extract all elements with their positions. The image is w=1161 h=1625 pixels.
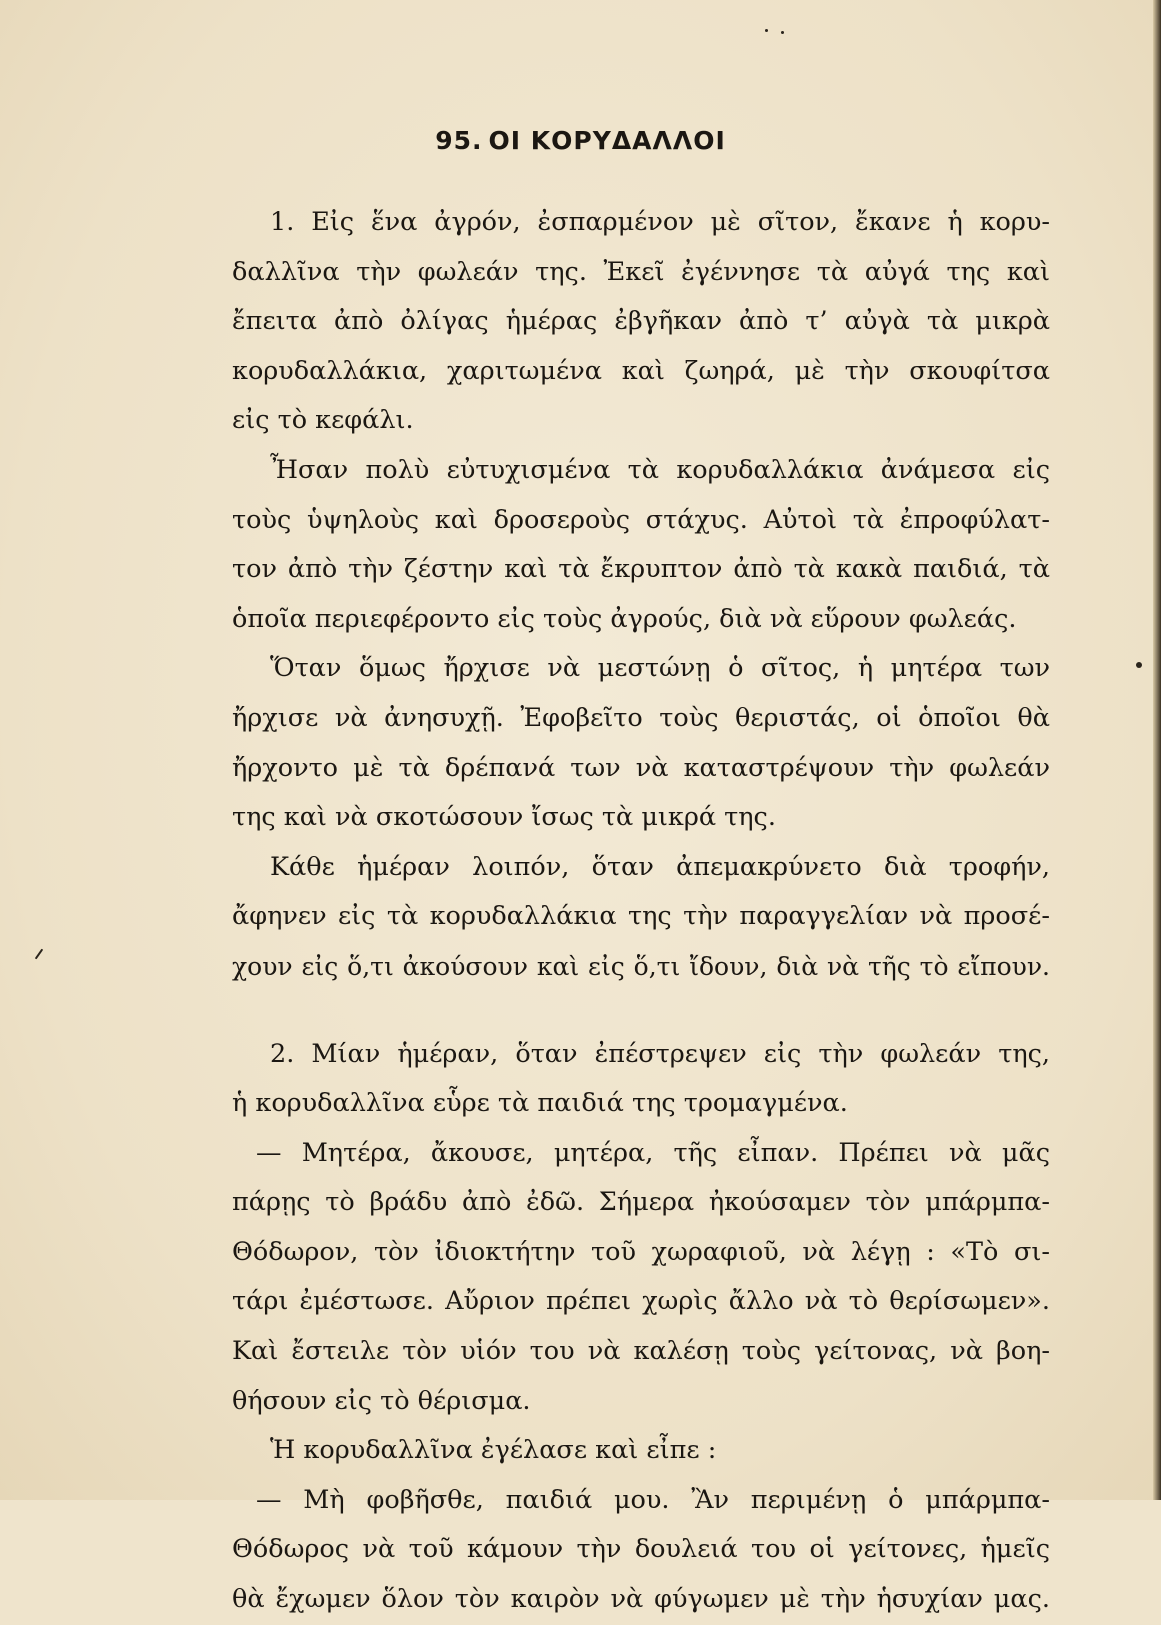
ink-speck bbox=[35, 949, 44, 960]
text-line: θὰ ἔχωμεν ὅλον τὸν καιρὸν νὰ φύγωμεν μὲ τὴν ἡσυχίαν μας. bbox=[232, 1584, 1050, 1615]
text-line: Ὅταν ὅμως ἤρχισε νὰ μεστώνῃ ὁ σῖτος, ἡ μητέρα των bbox=[270, 653, 1050, 684]
page-edge-shadow bbox=[1153, 0, 1161, 1500]
text-line: δαλλῖνα τὴν φωλεάν της. Ἐκεῖ ἐγέννησε τὰ αὐγά της καὶ bbox=[232, 256, 1050, 287]
text-line: θήσουν εἰς τὸ θέρισμα. bbox=[232, 1385, 531, 1416]
text-line: τάρι ἐμέστωσε. Αὔριον πρέπει χωρὶς ἄλλο νὰ τὸ θερίσωμεν». bbox=[232, 1286, 1050, 1317]
text-line: ὁποῖα περιεφέροντο εἰς τοὺς ἀγρούς, διὰ νὰ εὕρουν φωλεάς. bbox=[232, 603, 1017, 634]
chapter-number: 95. bbox=[435, 126, 483, 155]
text-line: εἰς τὸ κεφάλι. bbox=[232, 405, 414, 436]
text-line: της καὶ νὰ σκοτώσουν ἴσως τὰ μικρά της. bbox=[232, 802, 776, 833]
text-line: 2. Μίαν ἡμέραν, ὅταν ἐπέστρεψεν εἰς τὴν φωλεάν της, bbox=[270, 1038, 1050, 1069]
body-text bbox=[232, 198, 1050, 1625]
chapter-title-text: ΟΙ ΚΟΡΥΔΑΛΛΟΙ bbox=[488, 126, 726, 155]
text-line: — Μὴ φοβῆσθε, παιδιά μου. Ἂν περιμένῃ ὁ μπάρμπα- bbox=[256, 1484, 1050, 1515]
text-line: ἤρχοντο μὲ τὰ δρέπανά των νὰ καταστρέψουν τὴν φωλεάν bbox=[232, 752, 1050, 783]
text-line: χουν εἰς ὅ,τι ἀκούσουν καὶ εἰς ὅ,τι ἴδουν, διὰ νὰ τῆς τὸ εἴπουν. bbox=[232, 951, 1050, 981]
text-line: Καὶ ἔστειλε τὸν υἱόν του νὰ καλέσῃ τοὺς γείτονας, νὰ βοη- bbox=[232, 1336, 1050, 1367]
text-line: πάρῃς τὸ βράδυ ἀπὸ ἐδῶ. Σήμερα ἠκούσαμεν τὸν μπάρμπα- bbox=[232, 1187, 1050, 1218]
chapter-title bbox=[0, 126, 1161, 155]
text-line: ἤρχισε νὰ ἀνησυχῇ. Ἐφοβεῖτο τοὺς θεριστάς, οἱ ὁποῖοι θὰ bbox=[232, 702, 1050, 733]
text-line: Κάθε ἡμέραν λοιπόν, ὅταν ἀπεμακρύνετο διὰ τροφήν, bbox=[270, 851, 1050, 882]
text-line: τον ἀπὸ τὴν ζέστην καὶ τὰ ἔκρυπτον ἀπὸ τὰ κακὰ παιδιά, τὰ bbox=[232, 554, 1050, 585]
text-line: τοὺς ὑψηλοὺς καὶ δροσεροὺς στάχυς. Αὐτοὶ τὰ ἐπροφύλατ- bbox=[232, 504, 1050, 535]
text-line: κορυδαλλάκια, χαριτωμένα καὶ ζωηρά, μὲ τὴν σκουφίτσα bbox=[232, 355, 1050, 386]
text-line: ἄφηνεν εἰς τὰ κορυδαλλάκια της τὴν παραγγελίαν νὰ προσέ- bbox=[232, 901, 1050, 932]
text-line: 1. Εἰς ἕνα ἀγρόν, ἐσπαρμένον μὲ σῖτον, ἔκανε ἡ κορυ- bbox=[270, 207, 1050, 237]
ink-speck bbox=[781, 31, 784, 34]
paragraph-gap bbox=[232, 992, 1050, 1030]
text-line: ἡ κορυδαλλῖνα εὗρε τὰ παιδιά της τρομαγμένα. bbox=[232, 1088, 848, 1119]
text-line: ἔπειτα ἀπὸ ὀλίγας ἡμέρας ἐβγῆκαν ἀπὸ τ’ αὐγὰ τὰ μικρὰ bbox=[232, 306, 1050, 337]
text-line: Ἦσαν πολὺ εὐτυχισμένα τὰ κορυδαλλάκια ἀνάμεσα εἰς bbox=[270, 454, 1050, 485]
text-line: Θόδωρον, τὸν ἰδιοκτήτην τοῦ χωραφιοῦ, νὰ λέγῃ : «Τὸ σι- bbox=[232, 1236, 1050, 1267]
ink-speck bbox=[1136, 662, 1142, 668]
text-line: — Μητέρα, ἄκουσε, μητέρα, τῆς εἶπαν. Πρέπει νὰ μᾶς bbox=[256, 1137, 1050, 1168]
ink-speck bbox=[765, 29, 768, 32]
text-line: Θόδωρος νὰ τοῦ κάμουν τὴν δουλειά του οἱ γείτονες, ἡμεῖς bbox=[232, 1534, 1050, 1565]
text-line: Ἡ κορυδαλλῖνα ἐγέλασε καὶ εἶπε : bbox=[270, 1435, 717, 1466]
